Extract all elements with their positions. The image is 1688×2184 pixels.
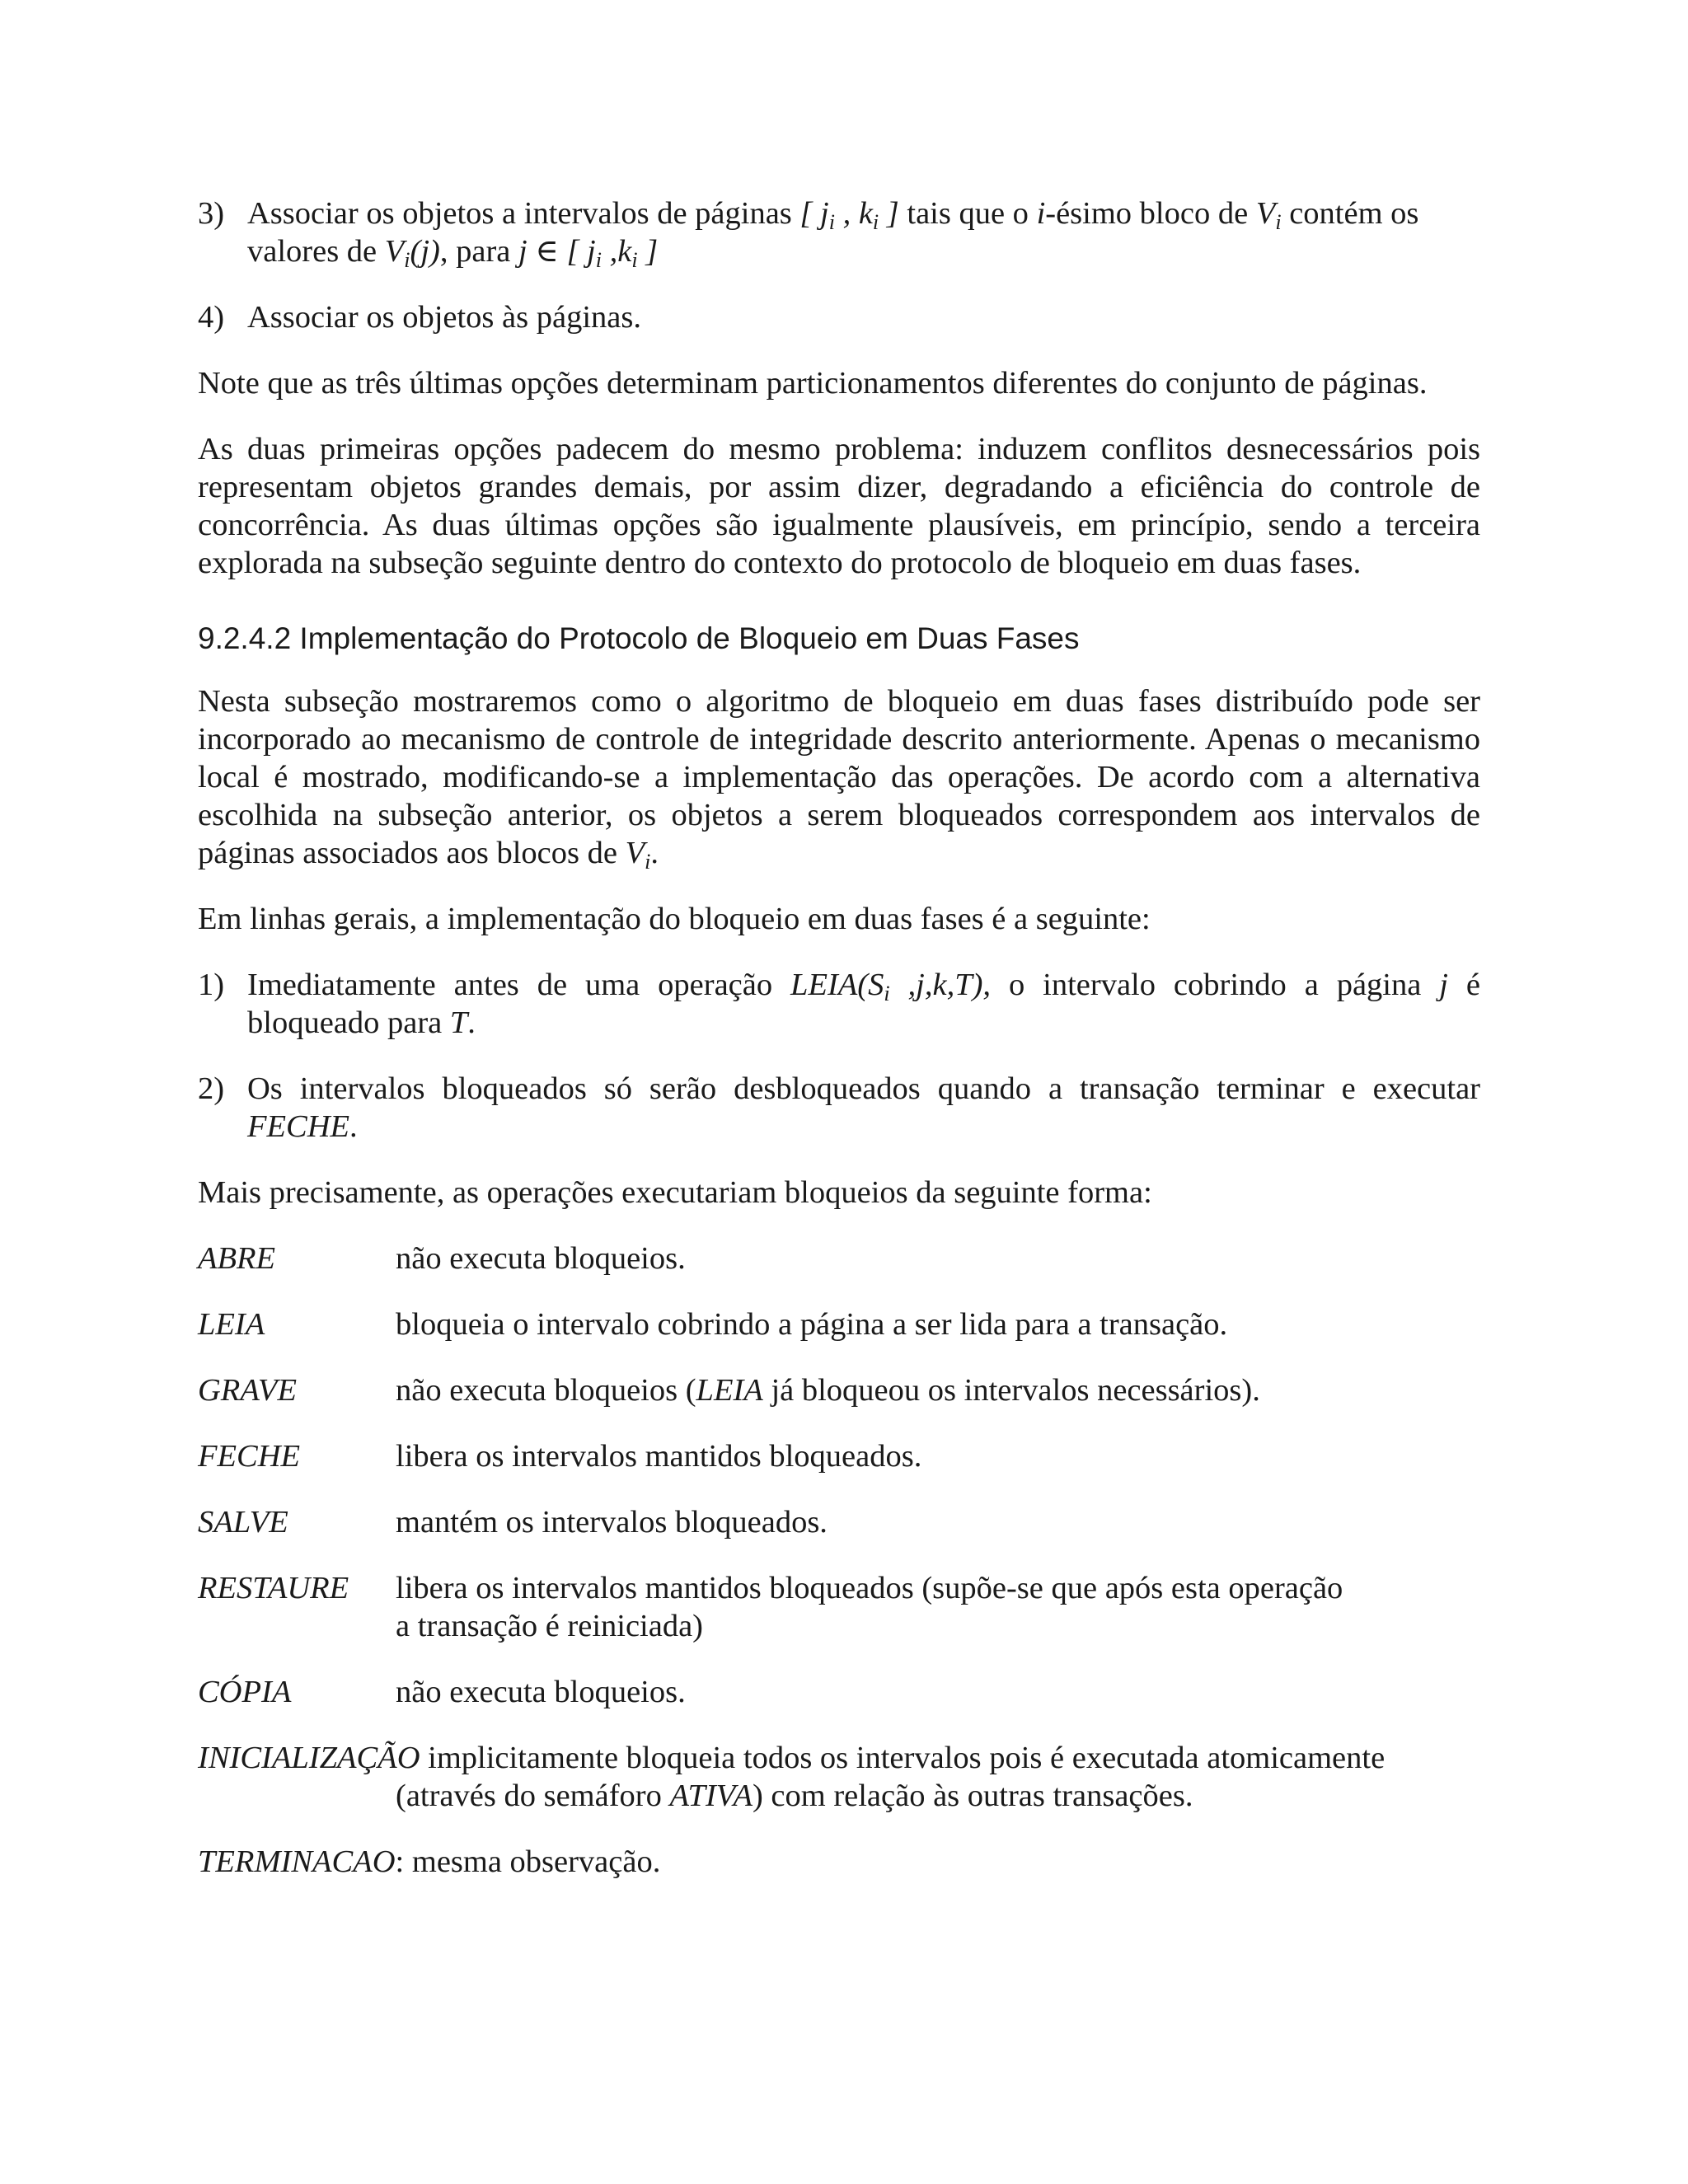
paragraph-summary: Em linhas gerais, a implementação do bloqueio em duas fases é a seguinte: [198,902,1151,936]
op-desc: não executa bloqueios (LEIA já bloqueou os intervalos necessários). [396,1373,1260,1408]
list-item-text: Imediatamente antes de uma operação $LEIA(S_i$ ,j,k,T), o intervalo cobrindo a página j é bloqueado para T. [247,968,1480,1040]
paragraph-intro: Nesta subseção mostraremos como o algoritmo de bloqueio em duas fases distribuído pode ser incorporado ao mecanismo de controle de integridade descrito anteriormente. Apenas o mecanismo local é mostrado, modificando-se a implementação das operações. De acordo com a alternativa escolhida na subseção anterior, os objetos a serem bloqueados correspondem aos intervalos de páginas associados aos blocos de $V_i$. [198,684,1480,874]
op-row-restaure [198,1569,1480,1645]
list-item-text: Associar os objetos a intervalos de páginas [ $j_i$ , $k_i$ ] tais que o i-ésimo bloco de $V_i$ contém os valores de $V_i(j)$, para j ∈ [ $j_i$ $,k_i$ ] [247,196,1419,272]
op-row-salve [198,1503,1480,1541]
note-paragraph: Note que as três últimas opções determinam particionamentos diferentes do conjunto de páginas. [198,366,1428,401]
op-desc: bloqueia o intervalo cobrindo a página a ser lida para a transação. [396,1307,1228,1342]
section-heading: 9.2.4.2 Implementação do Protocolo de Bloqueio em Duas Fases [198,621,1080,655]
op-row-copia [198,1673,1480,1711]
list-number: 2) [198,1071,225,1106]
op-continuation: (através do semáforo ATIVA) com relação às outras transações. [396,1779,1193,1813]
op-name: INICIALIZAÇÃO [198,1741,420,1775]
list-number: 1) [198,968,225,1002]
op-row-terminacao: TERMINACAO: mesma observação. [198,1844,661,1879]
list-number: 3) [198,196,225,231]
paragraph-options: As duas primeiras opções padecem do mesmo problema: induzem conflitos desnecessários pois representam objetos grandes demais, por assim dizer, degradando a eficiência do controle de concorrência. As duas últimas opções são igualmente plausíveis, em princípio, sendo a terceira explorada na subseção seguinte dentro do contexto do protocolo de bloqueio em duas fases. [198,432,1480,580]
op-name: RESTAURE [198,1571,349,1605]
list-item-4 [198,298,1480,336]
op-name: TERMINACAO [198,1844,396,1879]
op-desc: não executa bloqueios. [396,1241,686,1276]
op-name: SALVE [198,1505,288,1540]
list-item-text: Associar os objetos às páginas. [247,300,641,335]
op-name: FECHE [198,1439,301,1474]
document-page [198,194,1480,1909]
op-name: LEIA [198,1307,265,1342]
list-item-text: Os intervalos bloqueados só serão desbloqueados quando a transação terminar e executar FECHE. [247,1071,1480,1144]
op-row-abre [198,1240,1480,1277]
op-desc: não executa bloqueios. [396,1675,686,1709]
op-desc: libera os intervalos mantidos bloqueados (supõe-se que após esta operação a transação é reiniciada) [396,1571,1343,1643]
op-first-line: INICIALIZAÇÃO implicitamente bloqueia todos os intervalos pois é executada atomicamente [198,1741,1386,1775]
op-desc: libera os intervalos mantidos bloqueados. [396,1439,922,1474]
op-row-inicializacao [198,1739,1480,1815]
list-item-1 [198,966,1480,1042]
op-name: GRAVE [198,1373,297,1408]
list-number: 4) [198,300,225,335]
op-row-feche [198,1437,1480,1475]
op-row-grave [198,1371,1480,1409]
list-item-2 [198,1070,1480,1146]
op-row-leia [198,1305,1480,1343]
list-item-3 [198,194,1480,270]
op-name: CÓPIA [198,1675,292,1709]
op-desc: mantém os intervalos bloqueados. [396,1505,828,1540]
op-name: ABRE [198,1241,276,1276]
paragraph-precisely: Mais precisamente, as operações executariam bloqueios da seguinte forma: [198,1175,1152,1210]
